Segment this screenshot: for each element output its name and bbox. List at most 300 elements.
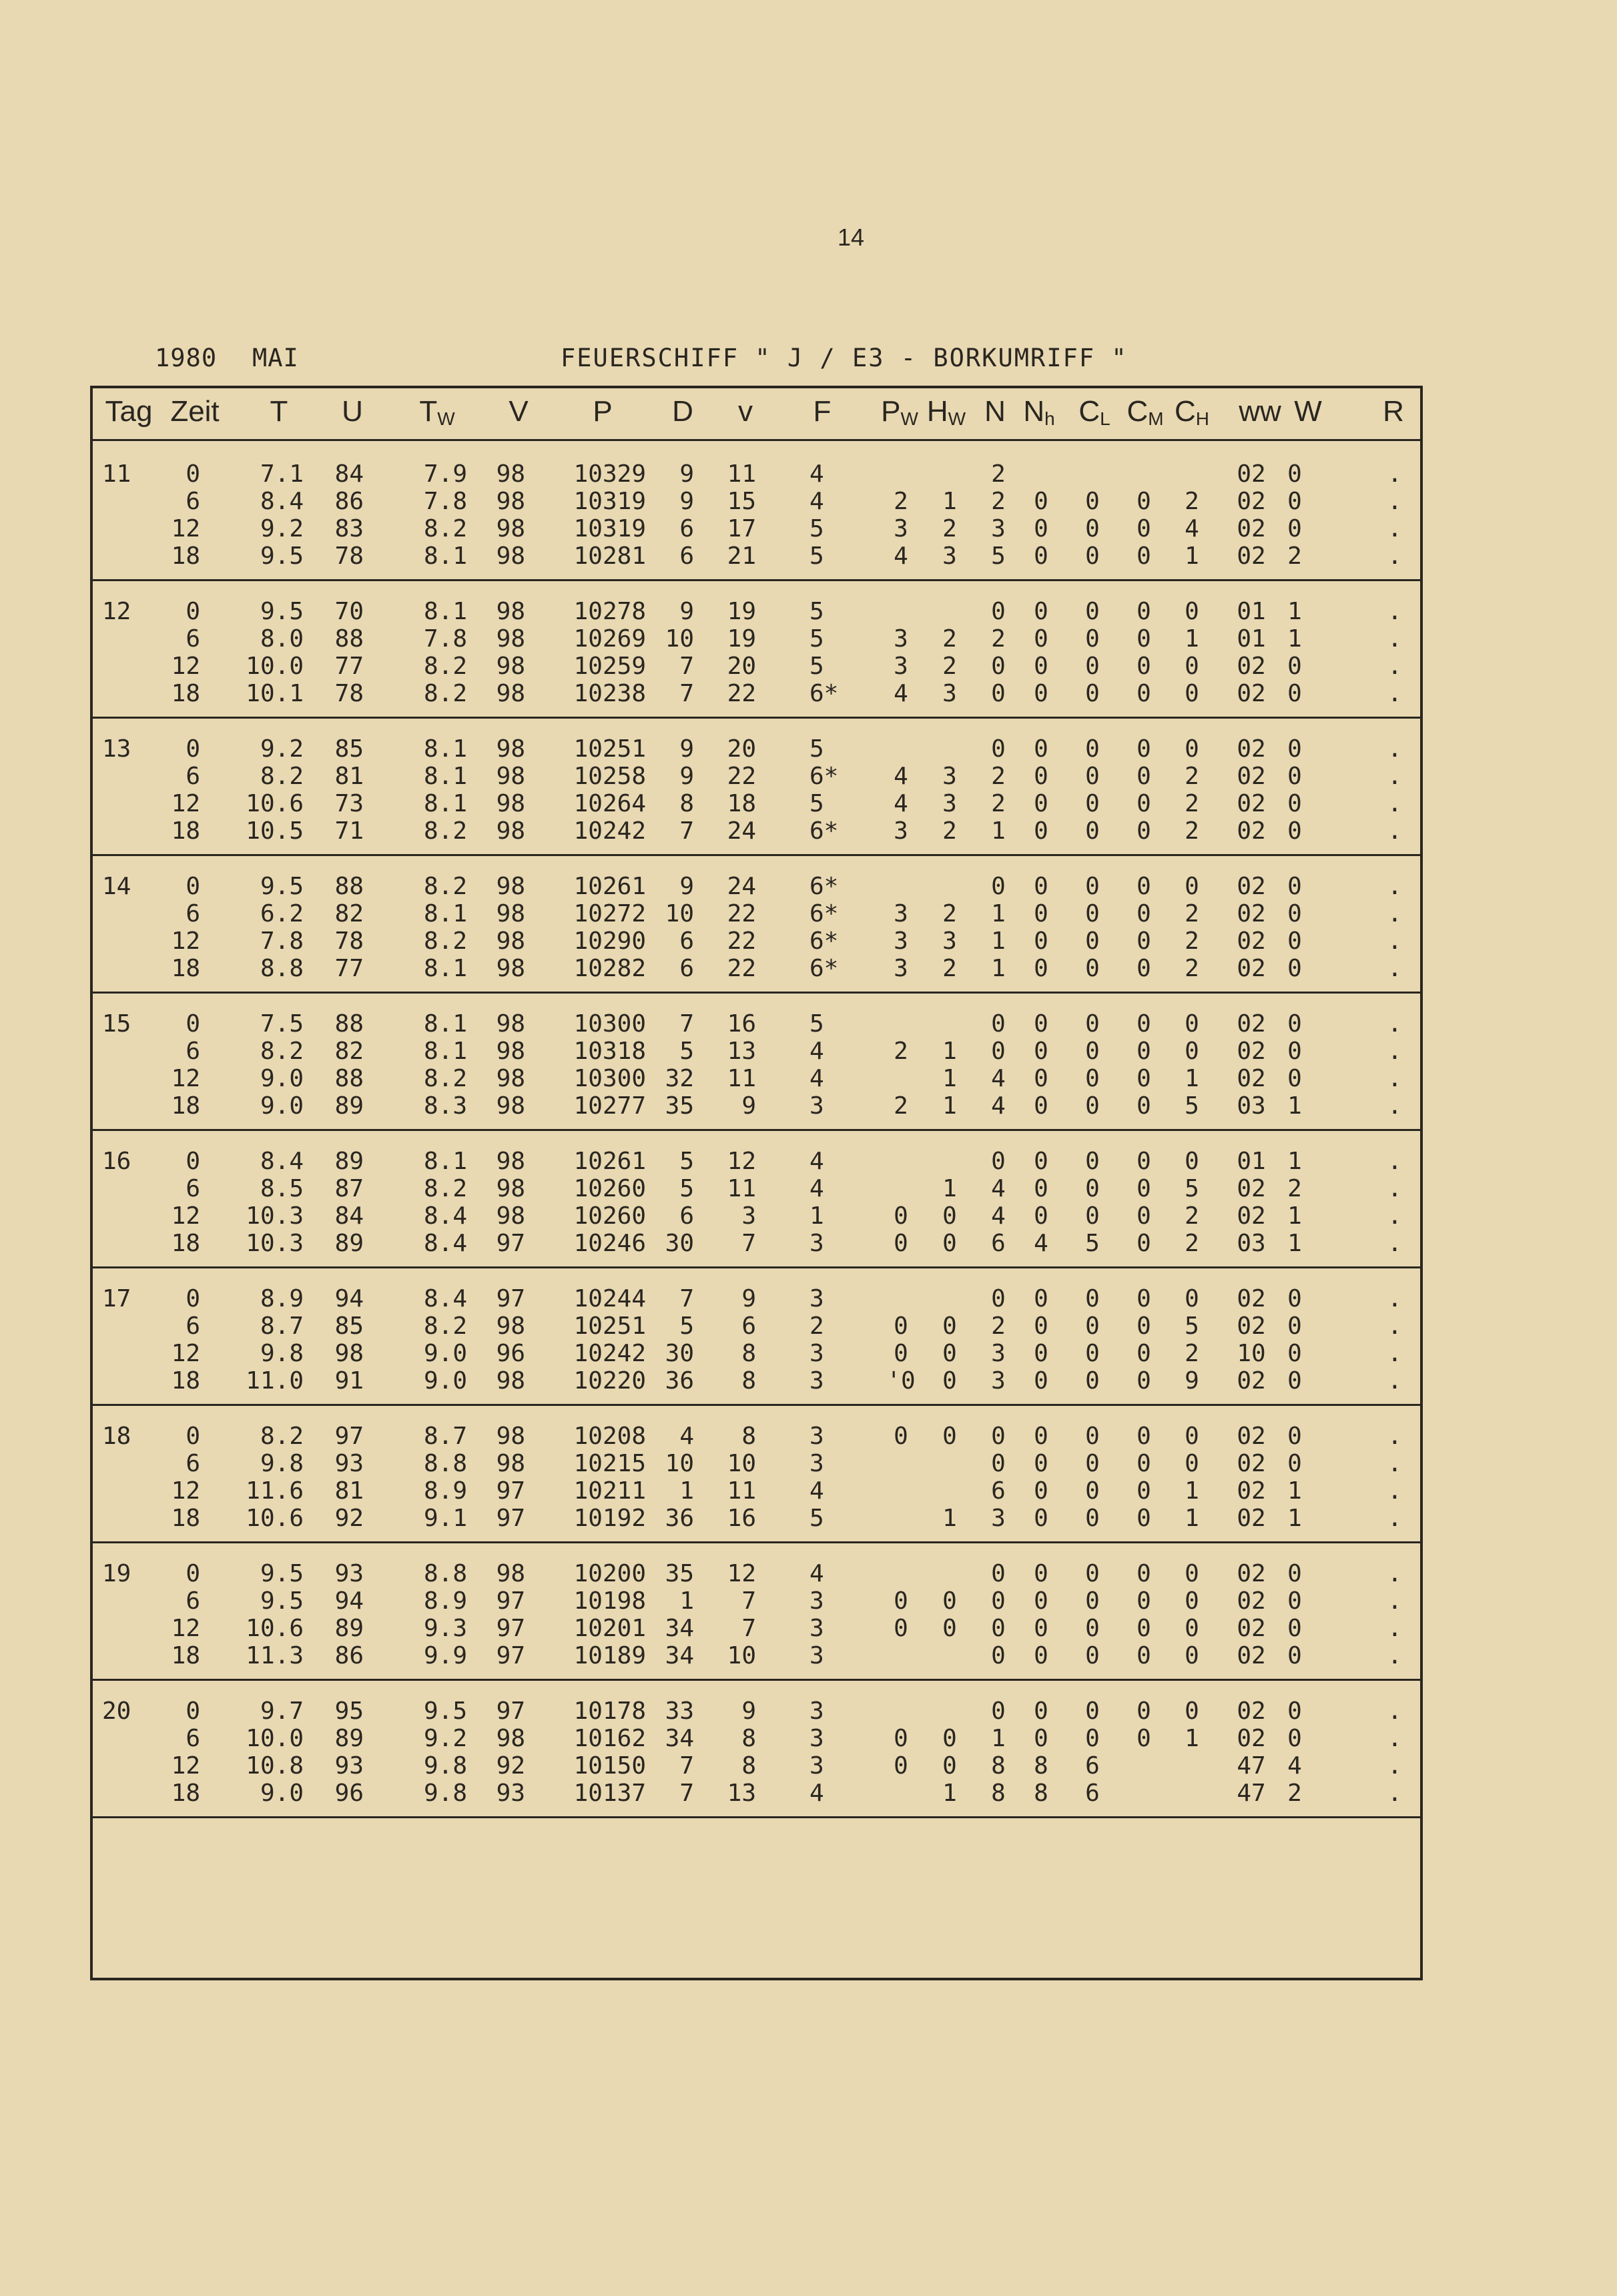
cell-v: 12 (727, 1148, 756, 1175)
cell-v: 24 (727, 873, 756, 900)
cell-ch: 2 (1185, 1202, 1199, 1230)
cell-pw: 4 (894, 763, 908, 790)
cell-p: 10300 (573, 1010, 646, 1038)
cell-v: 7 (741, 1615, 756, 1642)
cell-p: 10215 (573, 1450, 646, 1477)
cell-w: 0 (1287, 955, 1302, 982)
cell-hw: 3 (942, 542, 957, 570)
cell-p: 10282 (573, 955, 646, 982)
cell-u: 85 (334, 1312, 364, 1340)
cell-w: 0 (1287, 1697, 1302, 1725)
cell-ww: 02 (1237, 1423, 1266, 1450)
cell-r: . (1387, 515, 1402, 542)
cell-vv: 98 (496, 1065, 525, 1092)
cell-nh: 0 (1034, 735, 1048, 763)
cell-cl: 0 (1085, 955, 1100, 982)
cell-t: 11.3 (246, 1642, 304, 1669)
column-header-cl: $C_L$ (1078, 395, 1110, 429)
cell-vv: 98 (496, 955, 525, 982)
cell-zeit: 6 (186, 1587, 200, 1615)
cell-t: 9.2 (260, 735, 304, 763)
cell-cm: 0 (1137, 1642, 1151, 1669)
cell-cl: 0 (1085, 1340, 1100, 1367)
day-label: 13 (102, 735, 131, 763)
cell-r: . (1387, 1587, 1402, 1615)
cell-n: 4 (991, 1092, 1006, 1120)
cell-cm: 0 (1137, 1312, 1151, 1340)
cell-d: 35 (665, 1560, 694, 1587)
cell-zeit: 12 (171, 1340, 200, 1367)
header-year: 1980 (155, 344, 218, 372)
cell-cm: 0 (1137, 1148, 1151, 1175)
day-separator (93, 1679, 1420, 1681)
cell-cl: 0 (1085, 735, 1100, 763)
cell-cl: 0 (1085, 598, 1100, 625)
cell-r: . (1387, 955, 1402, 982)
cell-n: 6 (991, 1477, 1006, 1505)
cell-vv: 97 (496, 1697, 525, 1725)
cell-nh: 0 (1034, 625, 1048, 653)
cell-f: 1 (810, 1202, 824, 1230)
cell-n: 2 (991, 763, 1006, 790)
cell-hw: 1 (942, 1038, 957, 1065)
cell-vv: 97 (496, 1642, 525, 1669)
day-label: 12 (102, 598, 131, 625)
cell-v: 8 (741, 1752, 756, 1780)
cell-p: 10244 (573, 1285, 646, 1312)
cell-ch: 1 (1185, 625, 1199, 653)
cell-w: 1 (1287, 598, 1302, 625)
cell-v: 17 (727, 515, 756, 542)
cell-n: 0 (991, 598, 1006, 625)
cell-cm: 0 (1137, 680, 1151, 707)
cell-n: 3 (991, 1505, 1006, 1532)
cell-zeit: 0 (186, 735, 200, 763)
header-rule (93, 439, 1420, 441)
cell-n: 1 (991, 955, 1006, 982)
cell-u: 87 (334, 1175, 364, 1202)
cell-w: 0 (1287, 735, 1302, 763)
cell-p: 10137 (573, 1780, 646, 1807)
cell-pw: 2 (894, 488, 908, 515)
cell-ww: 02 (1237, 790, 1266, 817)
cell-ww: 02 (1237, 735, 1266, 763)
cell-u: 83 (334, 515, 364, 542)
cell-zeit: 0 (186, 873, 200, 900)
cell-n: 3 (991, 1340, 1006, 1367)
cell-u: 88 (334, 1065, 364, 1092)
cell-d: 34 (665, 1615, 694, 1642)
cell-nh: 0 (1034, 1450, 1048, 1477)
cell-d: 7 (679, 1010, 694, 1038)
cell-zeit: 6 (186, 1725, 200, 1752)
cell-ww: 02 (1237, 927, 1266, 955)
cell-tw: 8.4 (423, 1285, 467, 1312)
cell-d: 9 (679, 488, 694, 515)
cell-cm: 0 (1137, 1367, 1151, 1395)
cell-cl: 0 (1085, 515, 1100, 542)
cell-pw: 0 (894, 1340, 908, 1367)
cell-cm: 0 (1137, 1615, 1151, 1642)
cell-r: . (1387, 1092, 1402, 1120)
cell-n: 4 (991, 1202, 1006, 1230)
cell-p: 10251 (573, 1312, 646, 1340)
cell-cl: 0 (1085, 900, 1100, 927)
cell-vv: 98 (496, 1725, 525, 1752)
cell-ww: 02 (1237, 873, 1266, 900)
cell-tw: 8.4 (423, 1230, 467, 1257)
cell-w: 4 (1287, 1752, 1302, 1780)
cell-u: 93 (334, 1450, 364, 1477)
cell-cl: 0 (1085, 1505, 1100, 1532)
day-label: 16 (102, 1148, 131, 1175)
cell-f: 3 (810, 1367, 824, 1395)
cell-cm: 0 (1137, 515, 1151, 542)
cell-n: 2 (991, 625, 1006, 653)
cell-n: 8 (991, 1752, 1006, 1780)
cell-ch: 0 (1185, 1615, 1199, 1642)
cell-t: 7.8 (260, 927, 304, 955)
cell-d: 10 (665, 900, 694, 927)
cell-zeit: 6 (186, 488, 200, 515)
cell-w: 0 (1287, 515, 1302, 542)
cell-t: 10.1 (246, 680, 304, 707)
cell-r: . (1387, 542, 1402, 570)
cell-w: 0 (1287, 1560, 1302, 1587)
cell-t: 9.5 (260, 1587, 304, 1615)
cell-nh: 0 (1034, 900, 1048, 927)
cell-f: 4 (810, 460, 824, 488)
cell-n: 1 (991, 927, 1006, 955)
cell-ch: 5 (1185, 1312, 1199, 1340)
cell-t: 10.3 (246, 1230, 304, 1257)
cell-n: 1 (991, 817, 1006, 845)
cell-d: 6 (679, 542, 694, 570)
cell-zeit: 12 (171, 1752, 200, 1780)
cell-hw: 0 (942, 1752, 957, 1780)
cell-t: 10.0 (246, 653, 304, 680)
cell-d: 10 (665, 1450, 694, 1477)
cell-u: 84 (334, 460, 364, 488)
cell-w: 1 (1287, 1202, 1302, 1230)
cell-ch: 0 (1185, 735, 1199, 763)
cell-zeit: 18 (171, 680, 200, 707)
cell-ww: 02 (1237, 955, 1266, 982)
cell-w: 2 (1287, 542, 1302, 570)
cell-r: . (1387, 763, 1402, 790)
cell-ch: 2 (1185, 955, 1199, 982)
cell-ww: 02 (1237, 488, 1266, 515)
cell-w: 0 (1287, 873, 1302, 900)
cell-cl: 0 (1085, 1175, 1100, 1202)
cell-n: 4 (991, 1175, 1006, 1202)
cell-hw: 3 (942, 680, 957, 707)
cell-cm: 0 (1137, 488, 1151, 515)
cell-ww: 02 (1237, 1615, 1266, 1642)
cell-hw: 0 (942, 1312, 957, 1340)
cell-tw: 9.9 (423, 1642, 467, 1669)
cell-w: 0 (1287, 1725, 1302, 1752)
cell-nh: 0 (1034, 680, 1048, 707)
cell-d: 1 (679, 1587, 694, 1615)
cell-t: 11.0 (246, 1367, 304, 1395)
cell-p: 10260 (573, 1175, 646, 1202)
cell-v: 20 (727, 735, 756, 763)
cell-r: . (1387, 1780, 1402, 1807)
cell-cm: 0 (1137, 653, 1151, 680)
cell-vv: 97 (496, 1505, 525, 1532)
cell-f: 6* (810, 873, 839, 900)
column-header-t: T (270, 395, 288, 428)
cell-ww: 02 (1237, 1725, 1266, 1752)
cell-w: 0 (1287, 680, 1302, 707)
cell-d: 5 (679, 1175, 694, 1202)
cell-zeit: 6 (186, 763, 200, 790)
cell-ww: 02 (1237, 1505, 1266, 1532)
cell-nh: 8 (1034, 1780, 1048, 1807)
cell-p: 10178 (573, 1697, 646, 1725)
cell-hw: 0 (942, 1587, 957, 1615)
cell-ch: 0 (1185, 653, 1199, 680)
cell-ww: 02 (1237, 817, 1266, 845)
cell-n: 2 (991, 488, 1006, 515)
cell-hw: 0 (942, 1423, 957, 1450)
column-header-vv: V (509, 395, 529, 428)
cell-ww: 02 (1237, 1065, 1266, 1092)
cell-vv: 97 (496, 1615, 525, 1642)
cell-p: 10261 (573, 1148, 646, 1175)
cell-f: 4 (810, 1780, 824, 1807)
cell-ch: 2 (1185, 790, 1199, 817)
cell-r: . (1387, 1340, 1402, 1367)
cell-d: 6 (679, 515, 694, 542)
cell-ch: 5 (1185, 1092, 1199, 1120)
cell-cl: 0 (1085, 488, 1100, 515)
cell-tw: 8.1 (423, 900, 467, 927)
cell-p: 10211 (573, 1477, 646, 1505)
cell-cl: 0 (1085, 873, 1100, 900)
cell-vv: 98 (496, 488, 525, 515)
cell-p: 10251 (573, 735, 646, 763)
cell-f: 4 (810, 1148, 824, 1175)
cell-zeit: 0 (186, 1148, 200, 1175)
cell-u: 78 (334, 680, 364, 707)
cell-v: 16 (727, 1010, 756, 1038)
cell-t: 6.2 (260, 900, 304, 927)
column-header-w: W (1294, 395, 1322, 428)
cell-cm: 0 (1137, 763, 1151, 790)
cell-u: 86 (334, 488, 364, 515)
cell-cl: 0 (1085, 625, 1100, 653)
cell-t: 9.5 (260, 542, 304, 570)
cell-nh: 0 (1034, 1148, 1048, 1175)
cell-ch: 1 (1185, 1065, 1199, 1092)
cell-pw: '0 (886, 1367, 916, 1395)
cell-u: 70 (334, 598, 364, 625)
cell-d: 7 (679, 817, 694, 845)
cell-r: . (1387, 1230, 1402, 1257)
cell-t: 8.2 (260, 1038, 304, 1065)
cell-zeit: 0 (186, 460, 200, 488)
cell-ww: 01 (1237, 1148, 1266, 1175)
cell-v: 10 (727, 1450, 756, 1477)
cell-p: 10318 (573, 1038, 646, 1065)
cell-ch: 0 (1185, 1010, 1199, 1038)
cell-p: 10201 (573, 1615, 646, 1642)
cell-tw: 8.2 (423, 1312, 467, 1340)
cell-hw: 0 (942, 1615, 957, 1642)
cell-nh: 0 (1034, 763, 1048, 790)
cell-w: 1 (1287, 1148, 1302, 1175)
cell-f: 3 (810, 1340, 824, 1367)
cell-cm: 0 (1137, 1038, 1151, 1065)
cell-ch: 0 (1185, 1148, 1199, 1175)
cell-vv: 97 (496, 1285, 525, 1312)
cell-p: 10272 (573, 900, 646, 927)
cell-hw: 1 (942, 1092, 957, 1120)
cell-vv: 98 (496, 1450, 525, 1477)
cell-f: 5 (810, 598, 824, 625)
cell-t: 9.8 (260, 1450, 304, 1477)
cell-cm: 0 (1137, 1092, 1151, 1120)
cell-r: . (1387, 1560, 1402, 1587)
cell-t: 10.0 (246, 1725, 304, 1752)
cell-vv: 98 (496, 927, 525, 955)
cell-v: 22 (727, 763, 756, 790)
cell-ww: 01 (1237, 625, 1266, 653)
cell-tw: 8.8 (423, 1450, 467, 1477)
cell-nh: 0 (1034, 873, 1048, 900)
cell-p: 10290 (573, 927, 646, 955)
cell-t: 8.0 (260, 625, 304, 653)
cell-ch: 2 (1185, 817, 1199, 845)
cell-n: 0 (991, 1697, 1006, 1725)
cell-f: 3 (810, 1285, 824, 1312)
cell-hw: 3 (942, 927, 957, 955)
cell-r: . (1387, 1148, 1402, 1175)
cell-cm: 0 (1137, 1450, 1151, 1477)
cell-hw: 1 (942, 488, 957, 515)
cell-cl: 0 (1085, 1010, 1100, 1038)
cell-zeit: 18 (171, 542, 200, 570)
cell-cm: 0 (1137, 1697, 1151, 1725)
column-header-n: N (984, 395, 1006, 428)
cell-pw: 0 (894, 1725, 908, 1752)
cell-n: 0 (991, 1010, 1006, 1038)
cell-cl: 0 (1085, 1697, 1100, 1725)
cell-r: . (1387, 817, 1402, 845)
cell-d: 9 (679, 735, 694, 763)
cell-pw: 0 (894, 1615, 908, 1642)
cell-zeit: 12 (171, 653, 200, 680)
cell-cm: 0 (1137, 1010, 1151, 1038)
cell-ww: 02 (1237, 653, 1266, 680)
cell-u: 89 (334, 1725, 364, 1752)
cell-r: . (1387, 1697, 1402, 1725)
cell-f: 5 (810, 515, 824, 542)
cell-pw: 3 (894, 625, 908, 653)
cell-w: 0 (1287, 653, 1302, 680)
cell-nh: 0 (1034, 1285, 1048, 1312)
cell-f: 6* (810, 817, 839, 845)
cell-tw: 8.1 (423, 1038, 467, 1065)
cell-u: 91 (334, 1367, 364, 1395)
cell-n: 0 (991, 1285, 1006, 1312)
cell-u: 73 (334, 790, 364, 817)
cell-d: 8 (679, 790, 694, 817)
cell-w: 0 (1287, 1642, 1302, 1669)
cell-p: 10238 (573, 680, 646, 707)
cell-vv: 98 (496, 763, 525, 790)
cell-u: 85 (334, 735, 364, 763)
cell-cl: 5 (1085, 1230, 1100, 1257)
cell-f: 3 (810, 1725, 824, 1752)
cell-ch: 1 (1185, 1477, 1199, 1505)
cell-cl: 0 (1085, 1202, 1100, 1230)
cell-t: 8.8 (260, 955, 304, 982)
cell-pw: 0 (894, 1230, 908, 1257)
cell-tw: 8.7 (423, 1423, 467, 1450)
cell-tw: 8.2 (423, 653, 467, 680)
cell-zeit: 0 (186, 598, 200, 625)
cell-d: 7 (679, 680, 694, 707)
cell-u: 88 (334, 625, 364, 653)
day-label: 17 (102, 1285, 131, 1312)
cell-hw: 2 (942, 625, 957, 653)
cell-pw: 4 (894, 790, 908, 817)
cell-tw: 8.2 (423, 1065, 467, 1092)
cell-d: 30 (665, 1230, 694, 1257)
cell-w: 0 (1287, 1587, 1302, 1615)
cell-w: 0 (1287, 1038, 1302, 1065)
cell-nh: 0 (1034, 598, 1048, 625)
cell-f: 4 (810, 1065, 824, 1092)
cell-t: 10.8 (246, 1752, 304, 1780)
cell-cm: 0 (1137, 1230, 1151, 1257)
cell-n: 0 (991, 1587, 1006, 1615)
cell-w: 0 (1287, 1065, 1302, 1092)
cell-pw: 3 (894, 817, 908, 845)
cell-r: . (1387, 1175, 1402, 1202)
cell-v: 19 (727, 625, 756, 653)
cell-r: . (1387, 653, 1402, 680)
cell-p: 10269 (573, 625, 646, 653)
cell-tw: 8.2 (423, 873, 467, 900)
cell-d: 7 (679, 653, 694, 680)
day-separator (93, 579, 1420, 581)
cell-n: 2 (991, 460, 1006, 488)
cell-u: 71 (334, 817, 364, 845)
cell-nh: 0 (1034, 1312, 1048, 1340)
cell-w: 0 (1287, 927, 1302, 955)
cell-nh: 0 (1034, 1423, 1048, 1450)
cell-cm: 0 (1137, 1423, 1151, 1450)
cell-d: 35 (665, 1092, 694, 1120)
cell-hw: 0 (942, 1230, 957, 1257)
cell-nh: 0 (1034, 1367, 1048, 1395)
header-ship: FEUERSCHIFF " J / E3 - BORKUMRIFF " (561, 344, 1128, 372)
cell-pw: 4 (894, 542, 908, 570)
cell-v: 11 (727, 1065, 756, 1092)
page-number: 14 (838, 224, 865, 251)
cell-tw: 8.1 (423, 542, 467, 570)
cell-vv: 98 (496, 1175, 525, 1202)
cell-w: 0 (1287, 1010, 1302, 1038)
cell-nh: 8 (1034, 1752, 1048, 1780)
cell-vv: 98 (496, 460, 525, 488)
cell-u: 93 (334, 1752, 364, 1780)
cell-v: 22 (727, 927, 756, 955)
